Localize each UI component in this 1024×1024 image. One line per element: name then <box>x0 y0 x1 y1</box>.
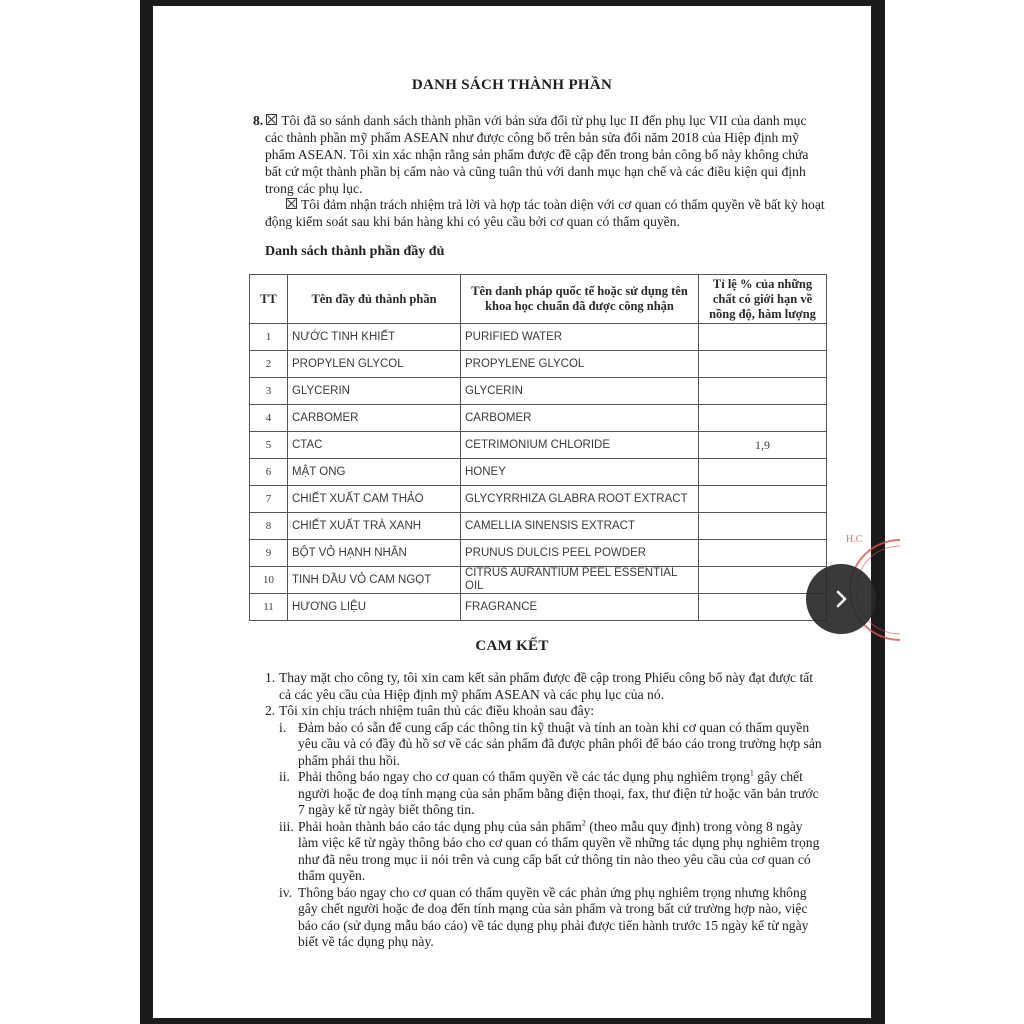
item-8-number: 8. <box>253 113 264 128</box>
list-item <box>265 769 825 819</box>
row-number: 6 <box>250 459 288 486</box>
table-row <box>250 405 827 432</box>
ingredient-name: HƯƠNG LIỆU <box>288 594 461 621</box>
percent-value <box>699 513 827 540</box>
row-number: 9 <box>250 540 288 567</box>
table-row <box>250 351 827 378</box>
ingredient-list-heading: Danh sách thành phần đầy đủ <box>265 244 445 259</box>
item-marker: iv. <box>279 884 293 900</box>
row-number: 8 <box>250 513 288 540</box>
header-inci-name: Tên danh pháp quốc tế hoặc sử dụng tên khoa học chuẩn đã được công nhận <box>461 275 699 324</box>
ingredient-name: CHIẾT XUẤT CAM THẢO <box>288 486 461 513</box>
inci-name: FRAGRANCE <box>461 594 699 621</box>
ingredient-name: CARBOMER <box>288 405 461 432</box>
item-8-text: Tôi đã so sánh danh sách thành phần với bản sửa đổi từ phụ lục II đến phụ lục VII của danh mục các thành phần mỹ phẩm ASEAN như được công bố trên bản sửa đổi năm 2018 của Hiệp định mỹ phẩm ASEAN. Tôi xin xác nhận rằng sản phẩm được đề cập đến trong bản công bố này không chứa bất cứ một thành phần bị cấm nào và cũng tuân thủ với danh mục hạn chế và các điều kiện qui định trong các phụ lục. <box>265 113 809 196</box>
footnote-ref: 2 <box>581 817 586 827</box>
percent-value: 1,9 <box>699 432 827 459</box>
table-header-row <box>250 275 827 324</box>
inci-name: PRUNUS DULCIS PEEL POWDER <box>461 540 699 567</box>
list-item <box>265 819 825 885</box>
table-row <box>250 540 827 567</box>
row-number: 1 <box>250 324 288 351</box>
ingredient-name: PROPYLEN GLYCOL <box>288 351 461 378</box>
inci-name: CAMELLIA SINENSIS EXTRACT <box>461 513 699 540</box>
inci-name: GLYCERIN <box>461 378 699 405</box>
row-number: 7 <box>250 486 288 513</box>
percent-value <box>699 324 827 351</box>
row-number: 4 <box>250 405 288 432</box>
percent-value <box>699 378 827 405</box>
item-text-cont: gây chết người hoặc đe doạ tính mạng của sản phẩm bằng điện thoại, fax, thư điện tử hoặc văn bản trước 7 ngày kể từ ngày biết thông tin. <box>298 769 819 817</box>
header-tt: TT <box>250 275 288 324</box>
checked-box-icon <box>266 114 277 125</box>
item-text: Thay mặt cho công ty, tôi xin cam kết sản phẩm được đề cập trong Phiếu công bố này đạt được tất cả các yêu cầu của Hiệp định mỹ phẩm ASEAN và các phụ lục của nó. <box>279 670 814 702</box>
row-number: 5 <box>250 432 288 459</box>
ingredient-name: TINH DẦU VỎ CAM NGỌT <box>288 567 461 594</box>
list-item <box>265 885 825 951</box>
ingredient-table <box>249 274 827 621</box>
table-row <box>250 459 827 486</box>
table-row <box>250 513 827 540</box>
table-row <box>250 486 827 513</box>
list-item <box>265 703 825 720</box>
item-8-second-paragraph <box>265 196 825 230</box>
table-row <box>250 324 827 351</box>
inci-name: PROPYLENE GLYCOL <box>461 351 699 378</box>
ingredient-table-body <box>250 324 827 621</box>
ingredient-name: NƯỚC TINH KHIẾT <box>288 324 461 351</box>
chevron-right-icon <box>830 588 852 610</box>
page-title: DANH SÁCH THÀNH PHẦN <box>411 77 613 93</box>
row-number: 10 <box>250 567 288 594</box>
percent-value <box>699 351 827 378</box>
checked-box-icon <box>286 198 297 209</box>
inci-name: PURIFIED WATER <box>461 324 699 351</box>
ingredient-name: BỘT VỎ HẠNH NHÂN <box>288 540 461 567</box>
ingredient-name: MẬT ONG <box>288 459 461 486</box>
item-marker: 2. <box>265 703 276 718</box>
row-number: 11 <box>250 594 288 621</box>
item-text: Thông báo ngay cho cơ quan có thẩm quyền về các phản ứng phụ nghiêm trọng nhưng không gây chết người hoặc đe doạ đến tính mạng của sản phẩm và trong bất cứ trường hợp nào, việc báo cáo (sử dụng mẫu báo cáo) về tác dụng phụ phải được tiến hành trước 15 ngày kể từ ngày biết về tác dụng phụ này. <box>298 884 809 949</box>
percent-value <box>699 405 827 432</box>
item-text: Phải thông báo ngay cho cơ quan có thẩm quyền về các tác dụng phụ nghiêm trọng <box>298 769 750 784</box>
item-text-cont: (theo mẫu quy định) trong vòng 8 ngày làm việc kể từ ngày thông báo cho cơ quan có thẩm quyền về những tác dụng phụ nghiêm trọng như đã nêu trong mục ii nói trên và cung cấp bất cứ thông tin nào theo yêu cầu của cơ quan có thẩm quyền. <box>298 818 820 883</box>
footnote-ref: 1 <box>749 768 754 778</box>
list-item <box>265 670 825 703</box>
header-full-name: Tên đầy đủ thành phần <box>288 275 461 324</box>
inci-name: CETRIMONIUM CHLORIDE <box>461 432 699 459</box>
row-number: 2 <box>250 351 288 378</box>
list-item <box>265 720 825 770</box>
item-text: Đảm bảo có sẵn để cung cấp các thông tin kỹ thuật và tính an toàn khi cơ quan có thẩm quyền yêu cầu và có đầy đủ hồ sơ về các sản phẩm đã được phân phối để báo cáo trong trường hợp sản phẩm phải thu hồi. <box>298 719 822 768</box>
table-row <box>250 567 827 594</box>
item-marker: 1. <box>265 670 276 685</box>
inci-name: CITRUS AURANTIUM PEEL ESSENTIAL OIL <box>461 567 699 594</box>
header-percent: Tỉ lệ % của những chất có giới hạn về nồng độ, hàm lượng <box>699 275 827 324</box>
item-8-second-text: Tôi đảm nhận trách nhiệm trả lời và hợp tác toàn diện với cơ quan có thẩm quyền về bất kỳ hoạt động kiểm soát sau khi bán hàng khi có yêu cầu bởi cơ quan có thẩm quyền. <box>265 197 825 229</box>
item-marker: i. <box>279 719 287 735</box>
table-row <box>250 432 827 459</box>
next-page-button[interactable] <box>806 564 876 634</box>
inci-name: HONEY <box>461 459 699 486</box>
percent-value <box>699 540 827 567</box>
commitment-title: CAM KẾT <box>475 638 549 654</box>
percent-value <box>699 486 827 513</box>
inci-name: GLYCYRRHIZA GLABRA ROOT EXTRACT <box>461 486 699 513</box>
table-row <box>250 594 827 621</box>
inci-name: CARBOMER <box>461 405 699 432</box>
item-marker: iii. <box>279 818 294 834</box>
ingredient-name: GLYCERIN <box>288 378 461 405</box>
percent-value <box>699 459 827 486</box>
row-number: 3 <box>250 378 288 405</box>
ingredient-name: CTAC <box>288 432 461 459</box>
item-8-paragraph <box>253 112 825 197</box>
document-page <box>153 6 871 1018</box>
table-row <box>250 378 827 405</box>
item-text: Tôi xin chịu trách nhiệm tuân thủ các điều khoản sau đây: <box>279 703 595 718</box>
item-text: Phải hoàn thành báo cáo tác dụng phụ của sản phẩm <box>298 818 582 834</box>
item-marker: ii. <box>279 769 290 784</box>
stamp-text: H.C <box>846 534 863 545</box>
ingredient-name: CHIẾT XUẤT TRÀ XANH <box>288 513 461 540</box>
commitment-list <box>265 670 825 951</box>
